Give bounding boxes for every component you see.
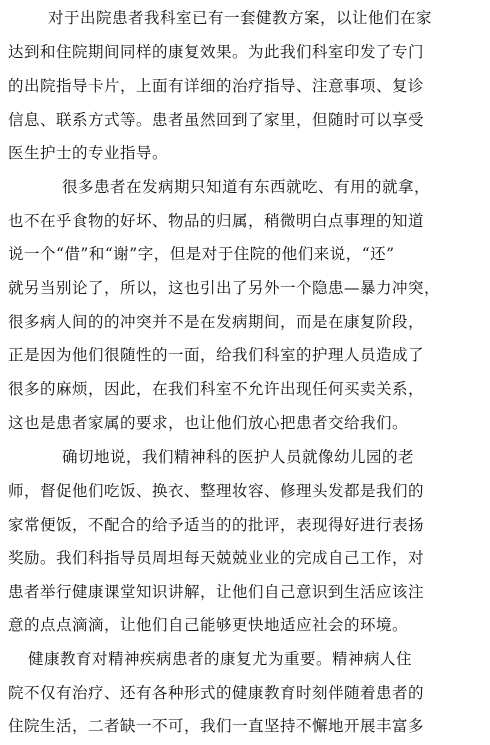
text-line: 住院生活，二者缺一不可，我们一直坚持不懈地开展丰富多 [8, 717, 425, 735]
text-line: 的出院指导卡片，上面有详细的治疗指导、注意事项、复诊 [8, 77, 425, 95]
text-line: 达到和住院期间同样的康复效果。为此我们科室印发了专门 [8, 43, 425, 61]
text-line: 就另当别论了，所以，这也引出了另外一个隐患—暴力冲突， [8, 279, 441, 297]
text-line: 健康教育对精神疾病患者的康复尤为重要。精神病人住 [28, 650, 413, 668]
text-line: 师，督促他们吃饭、换衣、整理妆容、修理头发都是我们的 [8, 482, 425, 500]
text-line: 患者举行健康课堂知识讲解，让他们自己意识到生活应该注 [8, 583, 425, 601]
text-line: 医生护士的专业指导。 [8, 144, 169, 162]
text-line: 院不仅有治疗、还有各种形式的健康教育时刻伴随着患者的 [8, 684, 425, 702]
text-line: 确切地说，我们精神科的医护人员就像幼儿园的老 [62, 448, 415, 466]
text-line: 也不在乎食物的好坏、物品的归属，稍微明白点事理的知道 [8, 212, 425, 230]
text-line: 意的点点滴滴，让他们自己能够更快地适应社会的环境。 [8, 616, 409, 634]
text-line: 正是因为他们很随性的一面，给我们科室的护理人员造成了 [8, 346, 425, 364]
text-line: 家常便饭，不配合的给予适当的的批评，表现得好进行表扬 [8, 516, 425, 534]
text-line: 很多的麻烦，因此，在我们科室不允许出现任何买卖关系， [8, 380, 425, 398]
text-line: 很多病人间的的冲突并不是在发病期间，而是在康复阶段， [8, 313, 425, 331]
text-line: 这也是患者家属的要求，也让他们放心把患者交给我们。 [8, 414, 409, 432]
text-line: 信息、联系方式等。患者虽然回到了家里，但随时可以享受 [8, 111, 425, 129]
text-line: 对于出院患者我科室已有一套健教方案，以让他们在家 [48, 9, 433, 27]
text-line: 说一个“借”和“谢”字，但是对于住院的他们来说，“还” [8, 245, 395, 263]
text-line: 很多患者在发病期只知道有东西就吃、有用的就拿， [62, 178, 431, 196]
text-line: 奖励。我们科指导员周坦每天兢兢业业的完成自己工作，对 [8, 549, 425, 567]
